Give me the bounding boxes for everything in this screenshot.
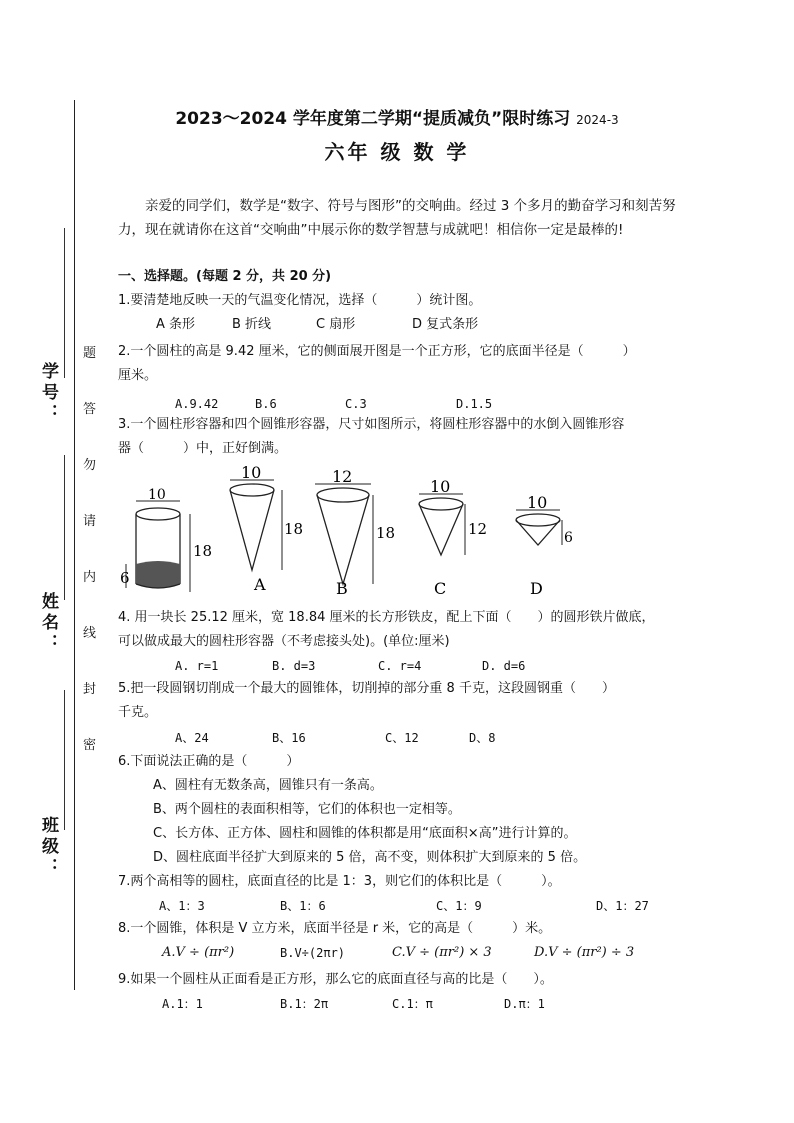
option[interactable]: D. d=6 <box>482 659 526 673</box>
cone-b-diameter: 12 <box>332 467 353 486</box>
option[interactable]: C.V ÷ (πr²) × 3 <box>392 945 492 960</box>
option[interactable]: D.V ÷ (πr²) ÷ 3 <box>534 945 635 960</box>
class-label: 班级： <box>38 816 58 879</box>
cone-a-height: 18 <box>284 520 304 538</box>
option[interactable]: D 复式条形 <box>412 317 479 332</box>
cone-c-label: C <box>434 579 447 598</box>
option[interactable]: A、24 <box>175 731 209 745</box>
option[interactable]: A 条形 <box>156 317 196 332</box>
cone-b-height: 18 <box>376 524 396 542</box>
question-stem: 5.把一段圆钢切削成一个最大的圆锥体，切削掉的部分重 8 千克，这段圆钢重（ ） <box>118 681 615 696</box>
cone-d <box>516 510 562 545</box>
question-stem-cont: 千克。 <box>118 705 158 720</box>
option[interactable]: B、两个圆柱的表面积相等，它们的体积也一定相等。 <box>153 802 461 817</box>
option[interactable]: A.9.42 <box>175 397 219 411</box>
option[interactable]: B.6 <box>255 397 277 411</box>
question-stem-cont: 可以做成最大的圆柱形容器（不考虑接头处)。(单位:厘米) <box>118 634 450 649</box>
option[interactable]: D.1.5 <box>456 397 493 411</box>
option[interactable]: B.V÷(2πr) <box>280 946 346 960</box>
question-stem: 9.如果一个圆柱从正面看是正方形，那么它的底面直径与高的比是（ ）。 <box>118 972 553 987</box>
question-stem-cont: 器（ ）中，正好倒满。 <box>118 441 288 456</box>
q3-figure <box>110 462 580 600</box>
cylinder-diameter-label: 10 <box>148 487 166 503</box>
cone-a-diameter: 10 <box>241 463 262 482</box>
option[interactable]: C、12 <box>385 731 419 745</box>
cone-d-diameter: 10 <box>527 493 548 512</box>
question-stem-cont: 厘米。 <box>118 368 158 383</box>
option[interactable]: B、1：6 <box>280 899 326 913</box>
option[interactable]: C. r=4 <box>378 659 422 673</box>
cylinder-container <box>126 501 190 592</box>
cone-d-height: 6 <box>564 530 573 546</box>
seal-char: 请 <box>83 514 97 529</box>
seal-char: 答 <box>83 402 97 417</box>
option[interactable]: A.1：1 <box>162 997 203 1011</box>
seal-char: 勿 <box>83 458 97 473</box>
option[interactable]: A. r=1 <box>175 659 219 673</box>
cone-c-diameter: 10 <box>430 477 451 496</box>
question-stem: 4. 用一块长 25.12 厘米，宽 18.84 厘米的长方形铁皮，配上下面（ ）的圆形铁片做底， <box>118 610 655 625</box>
cone-d-label: D <box>530 579 543 598</box>
option[interactable]: D、8 <box>469 731 496 745</box>
option[interactable]: B.1：2π <box>280 997 329 1011</box>
question-stem: 2.一个圆柱的高是 9.42 厘米，它的侧面展开图是一个正方形，它的底面半径是（ ） <box>118 344 636 359</box>
option[interactable]: C.3 <box>345 397 367 411</box>
option[interactable]: D.π：1 <box>504 997 545 1011</box>
question-stem: 1.要清楚地反映一天的气温变化情况，选择（ ）统计图。 <box>118 293 482 308</box>
water-height-label: 6 <box>120 569 130 587</box>
question-stem: 6.下面说法正确的是（ ） <box>118 754 300 769</box>
cylinder-height-label: 18 <box>193 542 213 560</box>
option[interactable]: A、1：3 <box>159 899 205 913</box>
option[interactable]: A.V ÷ (πr²) <box>162 945 235 960</box>
cone-c-height: 12 <box>468 520 488 538</box>
question-stem: 7.两个高相等的圆柱，底面直径的比是 1：3，则它们的体积比是（ ）。 <box>118 874 561 889</box>
seal-char: 密 <box>83 738 97 753</box>
binding-line <box>74 100 75 990</box>
student-id-blank[interactable] <box>64 228 65 378</box>
student-id-label: 学号： <box>38 362 58 425</box>
exam-date: 2024-3 <box>576 113 619 127</box>
question-stem: 3.一个圆柱形容器和四个圆锥形容器，尺寸如图所示，将圆柱形容器中的水倒入圆锥形容 <box>118 417 625 432</box>
cone-b-label: B <box>336 579 348 598</box>
option[interactable]: B、16 <box>272 731 306 745</box>
exam-subtitle: 六年 级 数 学 <box>324 140 470 164</box>
option[interactable]: A、圆柱有无数条高，圆锥只有一条高。 <box>153 778 383 793</box>
seal-char: 线 <box>83 626 97 641</box>
seal-char: 封 <box>83 682 97 697</box>
name-blank[interactable] <box>64 455 65 600</box>
option[interactable]: B. d=3 <box>272 659 316 673</box>
exam-title <box>0 104 794 129</box>
name-label: 姓名： <box>38 592 58 655</box>
question-stem: 8.一个圆锥，体积是 V 立方米，底面半径是 r 米，它的高是（ ）米。 <box>118 921 552 936</box>
section-heading: 一、选择题。(每题 2 分，共 20 分) <box>118 269 332 284</box>
exam-title-text: 2023～2024 学年度第二学期“提质减负”限时练习 <box>175 109 571 129</box>
cone-b <box>315 484 373 584</box>
cone-a <box>230 480 282 570</box>
cone-c <box>419 494 465 555</box>
option[interactable]: B 折线 <box>232 317 272 332</box>
seal-char: 内 <box>83 570 97 585</box>
option[interactable]: C 扇形 <box>316 317 356 332</box>
cone-a-label: A <box>254 575 266 594</box>
option[interactable]: C、长方体、正方体、圆柱和圆锥的体积都是用“底面积×高”进行计算的。 <box>153 826 577 841</box>
class-blank[interactable] <box>64 690 65 830</box>
option[interactable]: D、1：27 <box>596 899 649 913</box>
intro-paragraph: 亲爱的同学们，数学是“数字、符号与图形”的交响曲。经过 3 个多月的勤奋学习和刻苦努力，现在就请你在这首“交响曲”中展示你的数学智慧与成就吧！相信你一定是最棒的! <box>118 198 676 238</box>
option[interactable]: D、圆柱底面半径扩大到原来的 5 倍，高不变，则体积扩大到原来的 5 倍。 <box>153 850 587 865</box>
option[interactable]: C、1：9 <box>436 899 482 913</box>
seal-char: 题 <box>83 346 97 361</box>
option[interactable]: C.1：π <box>392 997 433 1011</box>
